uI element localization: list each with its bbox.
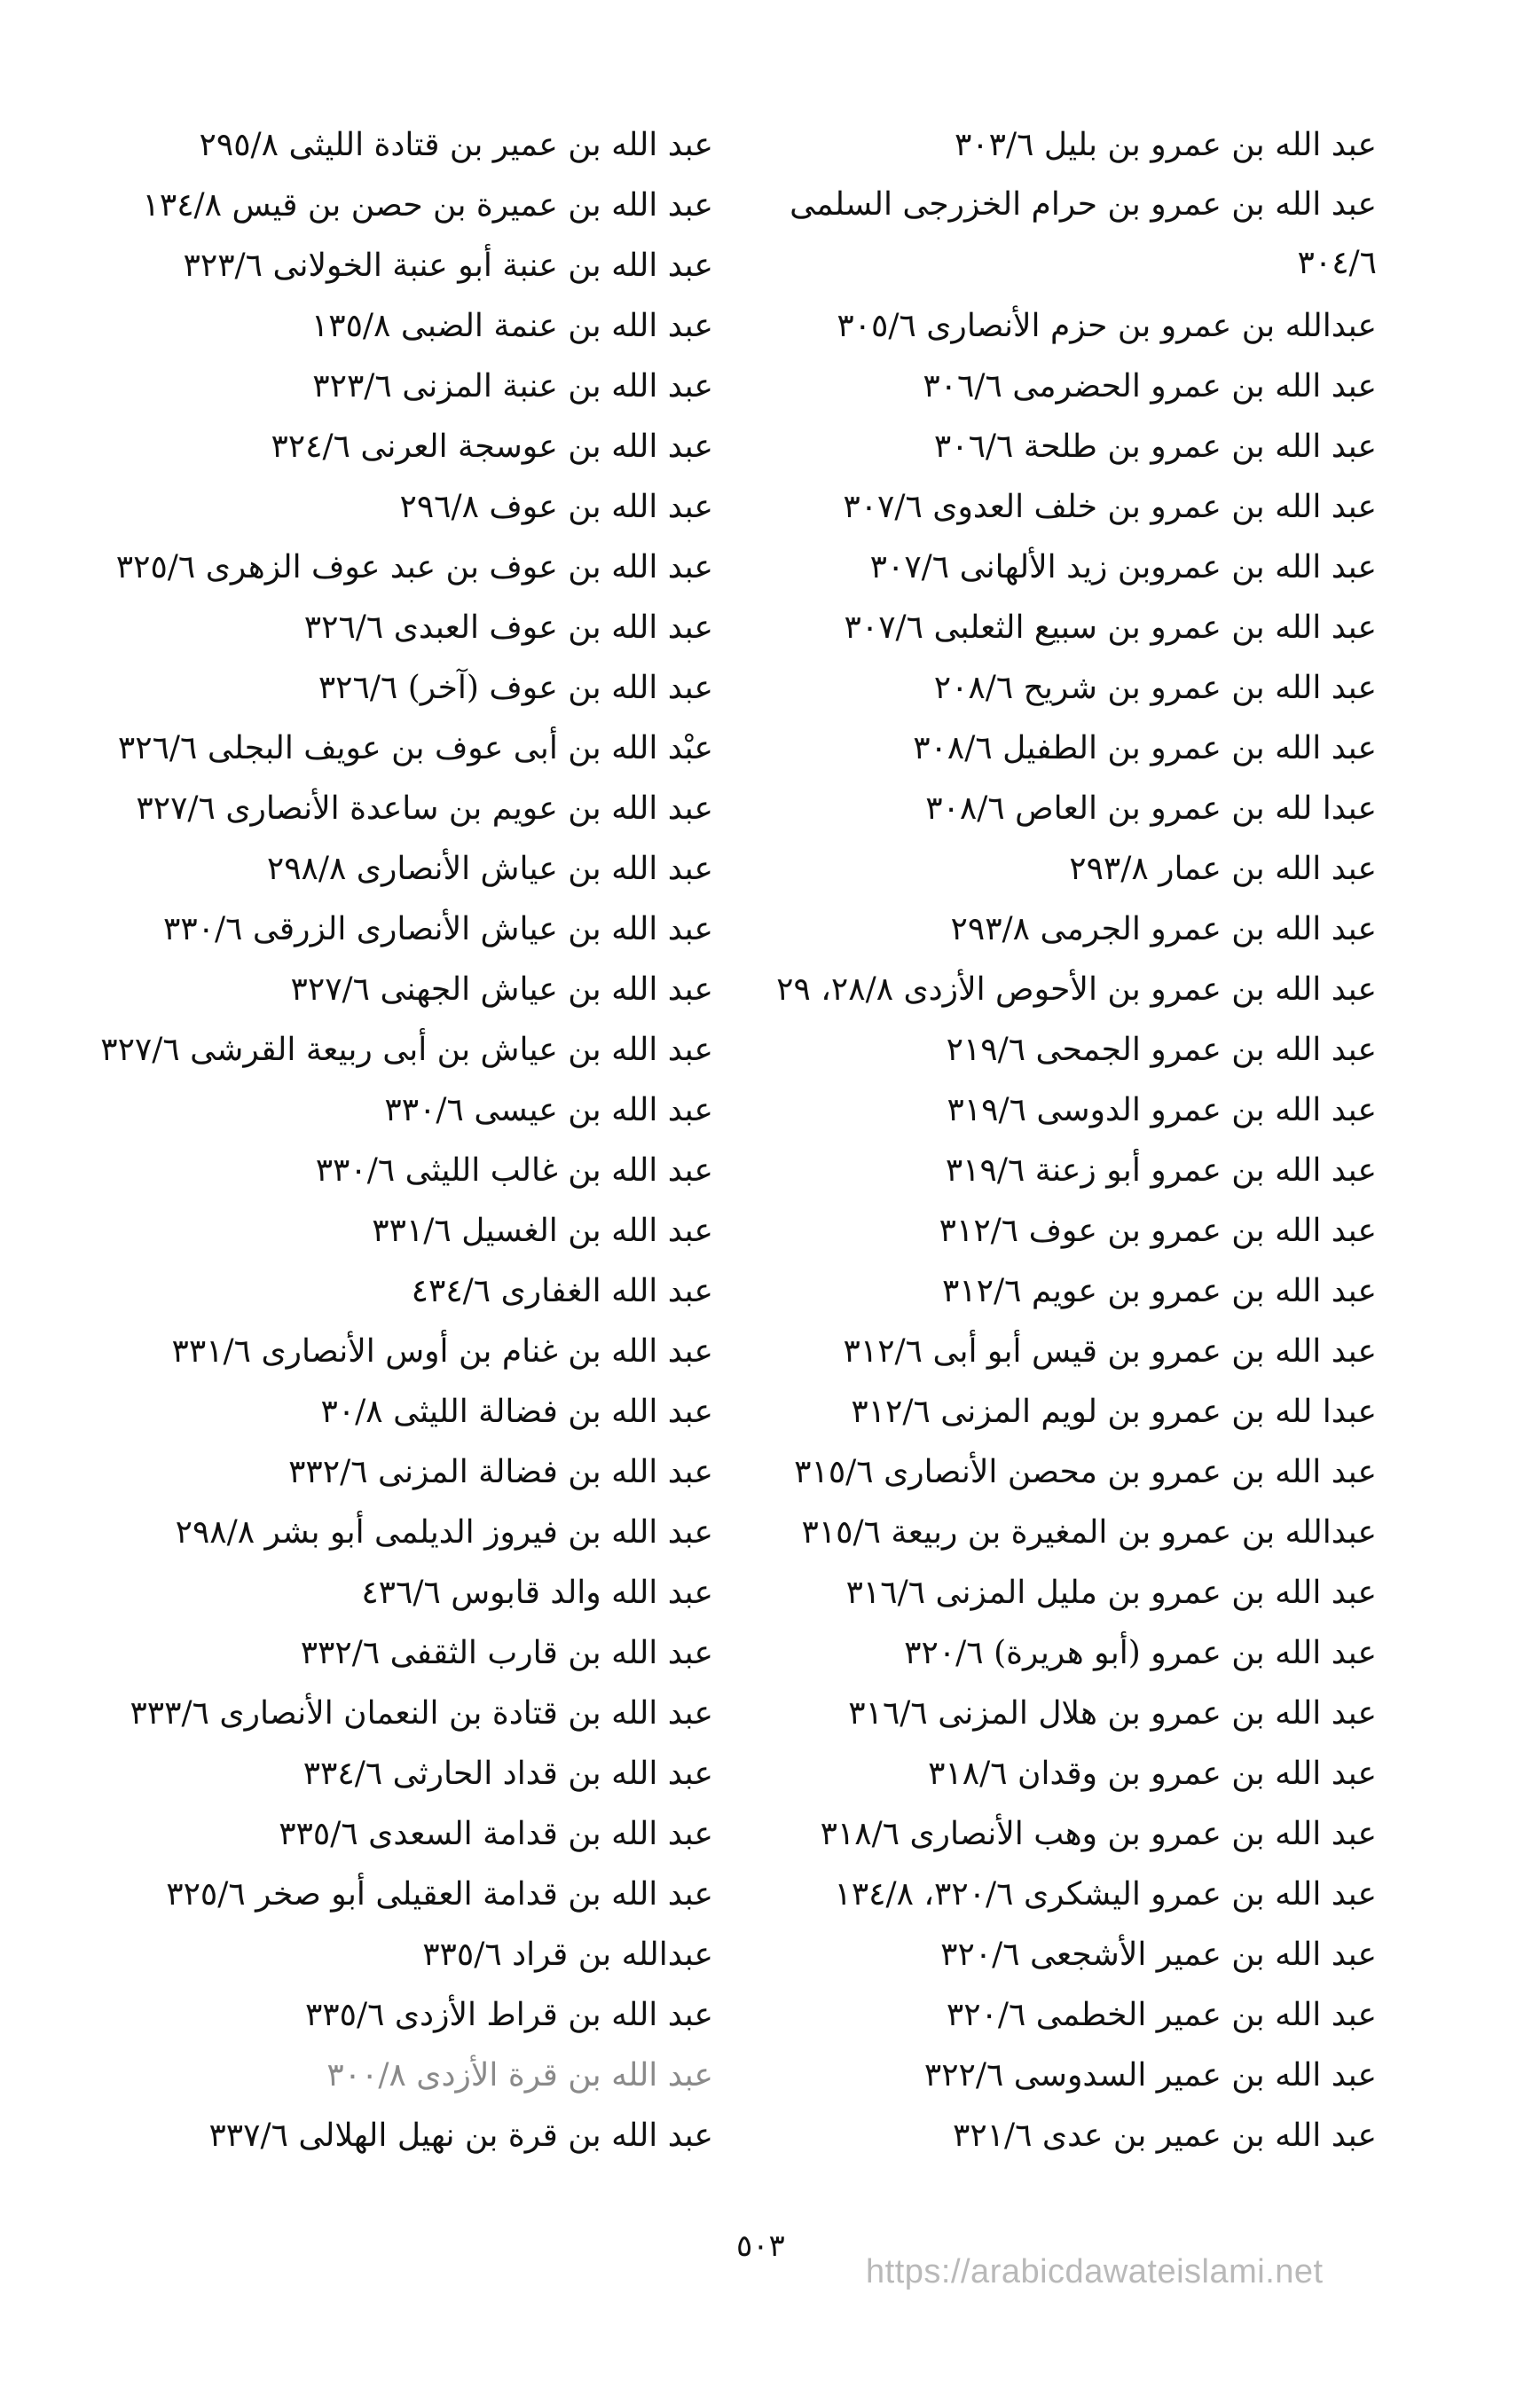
index-entry: عبد الله بن عمير الأشجعى ٣٢٠/٦ — [940, 1937, 1377, 1973]
index-entry: عبد الله بن عمرو بن هلال المزنى ٣١٦/٦ — [848, 1695, 1377, 1732]
index-entry: عبدالله بن عمرو بن حزم الأنصارى ٣٠٥/٦ — [837, 308, 1377, 344]
index-entry: عبد الله بن عوسجة العرنى ٣٢٤/٦ — [271, 428, 713, 465]
index-entry: عبد الله بن عياش الأنصارى الزرقى ٣٣٠/٦ — [163, 911, 713, 947]
index-entry: عبد الله بن عمرو بن حرام الخزرجى السلمى ٣٠٤/٦ — [790, 186, 1377, 281]
index-entry: عبد الله بن عوف ٢٩٦/٨ — [399, 489, 713, 525]
index-entry: عبد الله بن قرة بن نهيل الهلالى ٣٣٧/٦ — [208, 2117, 713, 2154]
index-entry: عبد الله بن عمير الخطمى ٣٢٠/٦ — [946, 1997, 1377, 2033]
index-entry: عبد الله بن عمرو بن عوف ٣١٢/٦ — [939, 1213, 1377, 1249]
index-entry: عبد الله بن غنام بن أوس الأنصارى ٣٣١/٦ — [171, 1333, 713, 1370]
index-entry: عبد الله بن عمرو بن الطفيل ٣٠٨/٦ — [913, 730, 1377, 766]
index-entry: عبْد الله بن أبى عوف بن عويف البجلى ٣٢٦/٦ — [117, 730, 713, 766]
index-entry: عبد الله بن قرة الأزدى ٣٠٠/٨ — [326, 2057, 713, 2094]
index-entry: عبد الله بن عياش الجهنى ٣٢٧/٦ — [290, 971, 713, 1008]
index-entry: عبد الله بن عياش بن أبى ربيعة القرشى ٣٢٧/٦ — [100, 1032, 713, 1068]
index-entry: عبد الله بن فضالة الليثى ٣٠/٨ — [320, 1394, 713, 1430]
index-entry: عبد الله بن عمرو بن وهب الأنصارى ٣١٨/٦ — [820, 1816, 1377, 1852]
index-entry: عبد الله بن قراط الأزدى ٣٣٥/٦ — [304, 1997, 713, 2033]
index-entry: عبد الله بن عمرو الدوسى ٣١٩/٦ — [947, 1092, 1377, 1128]
index-entry: عبد الله بن عنمة الضبى ١٣٥/٨ — [310, 308, 713, 344]
index-entry: عبد الله بن فضالة المزنى ٣٣٢/٦ — [288, 1454, 713, 1490]
index-entry: عبد الله بن عمرو الجرمى ٢٩٣/٨ — [950, 911, 1377, 947]
index-entry: عبد الله بن عويم بن ساعدة الأنصارى ٣٢٧/٦ — [136, 790, 713, 827]
index-entry: عبد الله بن عمرو (أبو هريرة) ٣٢٠/٦ — [904, 1635, 1377, 1671]
index-entry: عبد الله بن عمرو الحضرمى ٣٠٦/٦ — [923, 368, 1377, 405]
index-entry: عبدالله بن قراد ٣٣٥/٦ — [422, 1937, 713, 1973]
index-entry: عبد الله بن عمرو بن خلف العدوى ٣٠٧/٦ — [843, 489, 1377, 525]
index-entry: عبد الله بن عنبة المزنى ٣٢٣/٦ — [312, 368, 713, 405]
index-entry: عبد الله والد قابوس ٤٣٦/٦ — [361, 1575, 713, 1611]
index-entry: عبد الله بن عمار ٢٩٣/٨ — [1069, 851, 1377, 887]
index-entry: عبد الله بن عمير بن قتادة الليثى ٢٩٥/٨ — [199, 127, 713, 163]
index-entry: عبد الله بن فيروز الديلمى أبو بشر ٢٩٨/٨ — [175, 1514, 713, 1551]
index-entry: عبد الله بن عمرو بن الأحوص الأزدى ٢٨/٨، ٢٩ — [776, 971, 1377, 1008]
watermark-url: https://arabicdawateislami.net — [866, 2253, 1324, 2290]
index-entry: عبد الله بن عمرو بن وقدان ٣١٨/٦ — [928, 1756, 1377, 1792]
index-entry: عبد الله بن قدامة السعدى ٣٣٥/٦ — [279, 1816, 713, 1852]
index-entry: عبد الله بن عمرو اليشكرى ٣٢٠/٦، ١٣٤/٨ — [834, 1876, 1377, 1913]
index-entry: عبدا لله بن عمرو بن العاص ٣٠٨/٦ — [925, 790, 1377, 827]
index-entry: عبد الله بن عمير السدوسى ٣٢٢/٦ — [923, 2057, 1377, 2094]
index-entry: عبد الله بن عمرو الجمحى ٢١٩/٦ — [946, 1032, 1377, 1068]
index-entry: عبد الله بن عياش الأنصارى ٢٩٨/٨ — [266, 851, 713, 887]
index-column-left — [21, 115, 713, 2166]
index-entry: عبد الله بن عمروبن زيد الألهانى ٣٠٧/٦ — [869, 549, 1377, 585]
index-entry: عبد الله بن عمرو بن قيس أبو أبى ٣١٢/٦ — [843, 1333, 1377, 1370]
index-entry: عبد الله بن عمرو بن شريح ٢٠٨/٦ — [933, 670, 1377, 706]
index-entry: عبد الله بن قتادة بن النعمان الأنصارى ٣٣٣/٦ — [130, 1695, 713, 1732]
index-entry: عبد الله بن عوف بن عبد عوف الزهرى ٣٢٥/٦ — [115, 549, 713, 585]
index-entry: عبد الله بن الغسيل ٣٣١/٦ — [372, 1213, 713, 1249]
index-entry: عبد الله بن عنبة أبو عنبة الخولانى ٣٢٣/٦ — [183, 247, 713, 284]
index-entry: عبد الله بن قداد الحارثى ٣٣٤/٦ — [302, 1756, 713, 1792]
index-entry: عبدالله بن عمرو بن المغيرة بن ربيعة ٣١٥/٦ — [801, 1514, 1377, 1551]
index-entry: عبد الله بن عوف العبدى ٣٢٦/٦ — [303, 609, 713, 646]
index-entry: عبد الله بن عمير بن عدى ٣٢١/٦ — [953, 2117, 1377, 2154]
index-entry: عبد الله بن عمرو بن سبيع الثعلبى ٣٠٧/٦ — [844, 609, 1377, 646]
index-entry: عبد الله بن عيسى ٣٣٠/٦ — [384, 1092, 713, 1128]
index-entry: عبد الله بن عمرو بن طلحة ٣٠٦/٦ — [933, 428, 1377, 465]
index-entry: عبد الله الغفارى ٤٣٤/٦ — [411, 1273, 713, 1309]
index-entry: عبد الله بن عمرو بن مليل المزنى ٣١٦/٦ — [845, 1575, 1377, 1611]
index-entry: عبد الله بن عمرو بن محصن الأنصارى ٣١٥/٦ — [794, 1454, 1377, 1490]
index-entry: عبد الله بن قارب الثقفى ٣٣٢/٦ — [300, 1635, 713, 1671]
index-entry: عبد الله بن عمرو بن بليل ٣٠٣/٦ — [954, 127, 1377, 163]
index-entry: عبد الله بن عمرو بن عويم ٣١٢/٦ — [941, 1273, 1377, 1309]
index-column-right — [765, 115, 1377, 2166]
index-entry: عبدا لله بن عمرو بن لويم المزنى ٣١٢/٦ — [851, 1394, 1377, 1430]
index-entry: عبد الله بن عمرو أبو زعنة ٣١٩/٦ — [945, 1152, 1377, 1189]
index-entry: عبد الله بن غالب الليثى ٣٣٠/٦ — [315, 1152, 713, 1189]
index-entry: عبد الله بن عوف (آخر) ٣٢٦/٦ — [318, 670, 713, 706]
page-number: ٥٠٣ — [736, 2228, 785, 2264]
index-entry: عبد الله بن عميرة بن حصن بن قيس ١٣٤/٨ — [142, 187, 713, 224]
index-entry: عبد الله بن قدامة العقيلى أبو صخر ٣٢٥/٦ — [166, 1876, 713, 1913]
